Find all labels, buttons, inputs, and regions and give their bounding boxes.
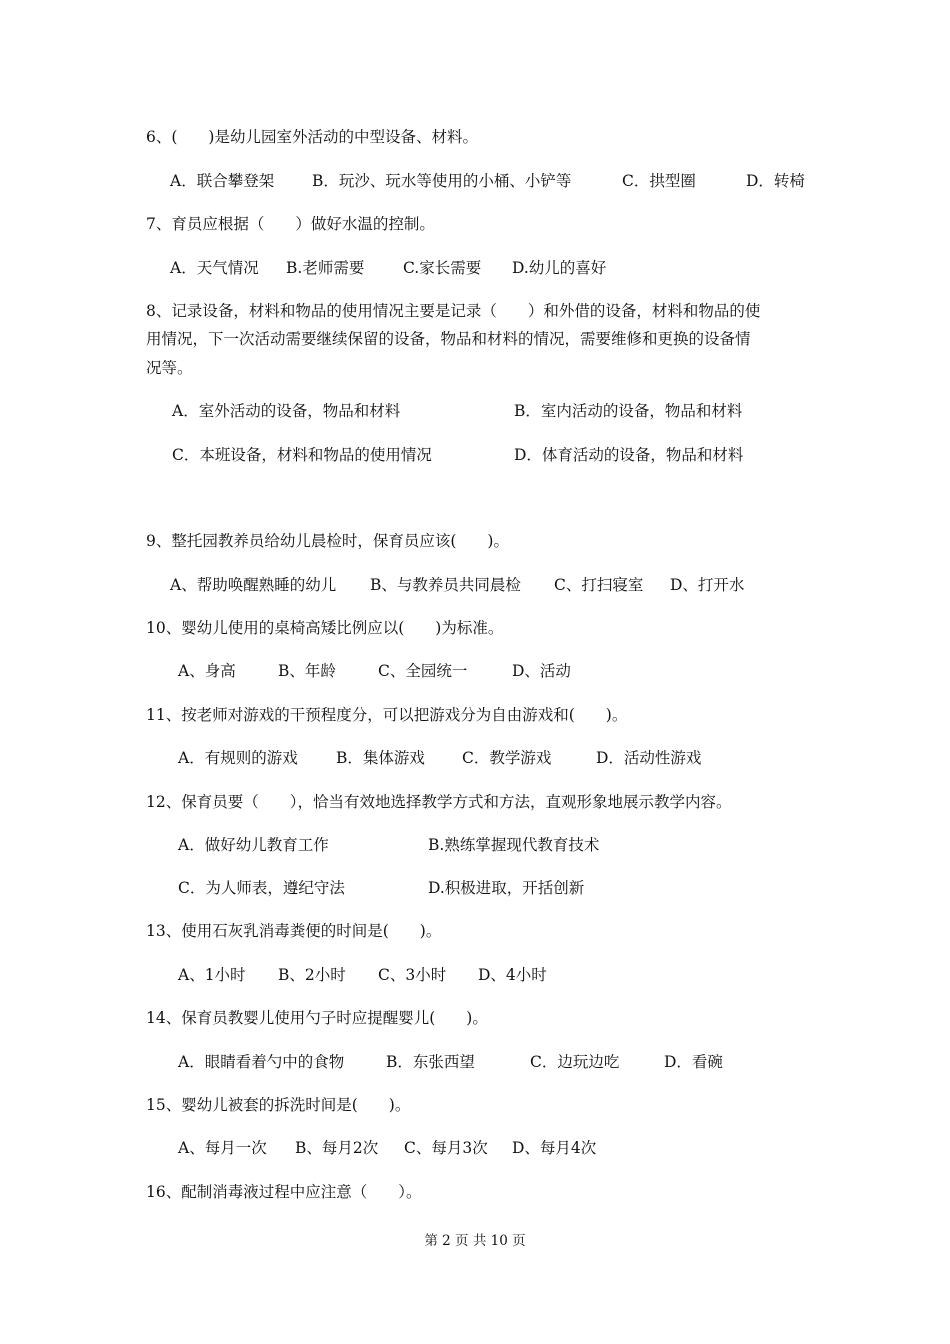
question-6-option-c: C．拱型圈 <box>622 172 696 190</box>
question-14-stem: 14、保育员教婴儿使用勺子时应提醒婴儿( )。 <box>146 1009 488 1027</box>
question-13-option-d: D、4小时 <box>478 966 547 984</box>
question-8-stem-line-1: 8、记录设备，材料和物品的使用情况主要是记录（ ）和外借的设备，材料和物品的使 <box>146 302 761 320</box>
question-9-option-c: C、打扫寝室 <box>554 576 644 594</box>
question-10-option-a: A、身高 <box>178 662 236 680</box>
question-9-option-b: B、与教养员共同晨检 <box>370 576 521 594</box>
question-9-stem: 9、整托园教养员给幼儿晨检时，保育员应该( )。 <box>146 532 509 550</box>
question-15-option-c: C、每月3次 <box>404 1139 488 1157</box>
question-11-option-b: B．集体游戏 <box>336 749 425 767</box>
question-13-option-a: A、1小时 <box>178 966 246 984</box>
question-7-stem: 7、育员应根据（ ）做好水温的控制。 <box>146 215 435 233</box>
question-7-option-a: A．天气情况 <box>170 259 259 277</box>
question-13-stem: 13、使用石灰乳消毒粪便的时间是( )。 <box>146 922 442 940</box>
question-10-option-d: D、活动 <box>512 662 571 680</box>
question-11-stem: 11、按老师对游戏的干预程度分，可以把游戏分为自由游戏和( )。 <box>146 706 628 724</box>
question-7-option-d: D.幼儿的喜好 <box>512 259 607 277</box>
question-16-stem: 16、配制消毒液过程中应注意（ ）。 <box>146 1183 422 1201</box>
question-8-option-d: D．体育活动的设备，物品和材料 <box>514 446 744 464</box>
question-12-option-a: A．做好幼儿教育工作 <box>178 836 329 854</box>
question-11-option-c: C．教学游戏 <box>462 749 552 767</box>
question-11-option-d: D．活动性游戏 <box>596 749 702 767</box>
question-15-option-b: B、每月2次 <box>295 1139 379 1157</box>
question-8-stem-line-3: 况等。 <box>146 359 193 377</box>
question-13-option-c: C、3小时 <box>378 966 447 984</box>
question-14-option-b: B．东张西望 <box>386 1053 475 1071</box>
question-9-option-a: A、帮助唤醒熟睡的幼儿 <box>170 576 337 594</box>
question-15-option-d: D、每月4次 <box>512 1139 597 1157</box>
question-10-stem: 10、婴幼儿使用的桌椅高矮比例应以( )为标准。 <box>146 619 504 637</box>
question-6-option-b: B．玩沙、玩水等使用的小桶、小铲等 <box>312 172 572 190</box>
question-9-option-d: D、打开水 <box>670 576 745 594</box>
question-11-option-a: A．有规则的游戏 <box>178 749 298 767</box>
question-8-option-b: B．室内活动的设备，物品和材料 <box>514 402 743 420</box>
question-8-stem-line-2: 用情况，下一次活动需要继续保留的设备，物品和材料的情况，需要维修和更换的设备情 <box>146 330 751 348</box>
question-13-option-b: B、2小时 <box>278 966 346 984</box>
question-6-option-d: D．转椅 <box>746 172 805 190</box>
question-14-option-c: C．边玩边吃 <box>530 1053 620 1071</box>
question-8-option-c: C．本班设备，材料和物品的使用情况 <box>172 446 432 464</box>
question-10-option-b: B、年龄 <box>278 662 336 680</box>
question-12-option-d: D.积极进取，开括创新 <box>428 879 585 897</box>
question-10-option-c: C、全园统一 <box>378 662 468 680</box>
question-8-option-a: A．室外活动的设备，物品和材料 <box>172 402 401 420</box>
page-footer: 第 2 页 共 10 页 <box>424 1233 526 1249</box>
question-12-option-b: B.熟练掌握现代教育技术 <box>428 836 600 854</box>
question-7-option-b: B.老师需要 <box>286 259 365 277</box>
question-15-stem: 15、婴幼儿被套的拆洗时间是( )。 <box>146 1096 411 1114</box>
question-12-stem: 12、保育员要（ ），恰当有效地选择教学方式和方法，直观形象地展示教学内容。 <box>146 793 732 811</box>
question-14-option-a: A．眼睛看着勺中的食物 <box>178 1053 345 1071</box>
question-12-option-c: C．为人师表，遵纪守法 <box>178 879 345 897</box>
question-6-stem: 6、( )是幼儿园室外活动的中型设备、材料。 <box>146 128 478 146</box>
question-15-option-a: A、每月一次 <box>178 1139 267 1157</box>
question-7-option-c: C.家长需要 <box>403 259 482 277</box>
question-14-option-d: D．看碗 <box>664 1053 723 1071</box>
question-6-option-a: A．联合攀登架 <box>170 172 275 190</box>
